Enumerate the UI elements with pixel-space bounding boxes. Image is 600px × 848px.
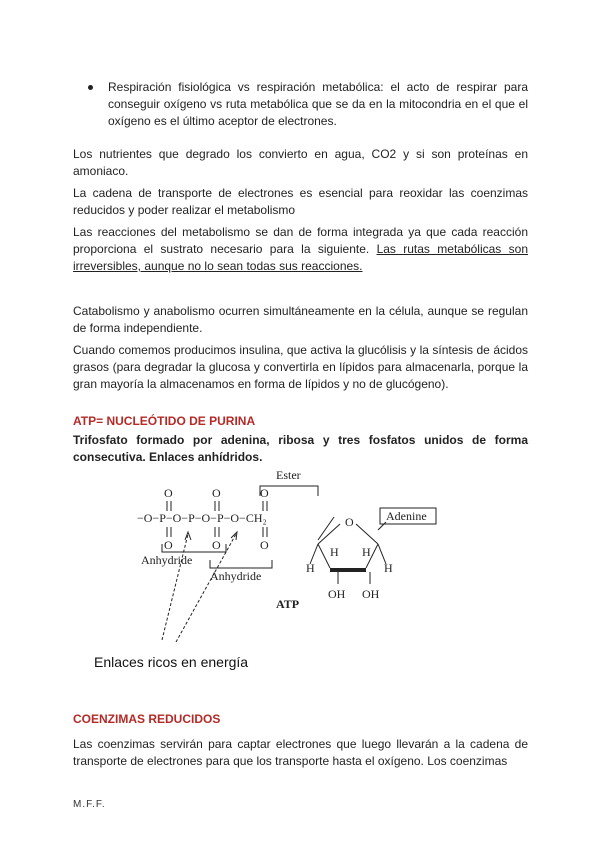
paragraph-insulina: Cuando comemos producimos insulina, que activa la glucólisis y la síntesis de ácidos grasos (para degradar la glucosa y convertirla en lípidos para almacenarla, porque la gran mayoría la almacenamos en forma de lípidos y no de glucógeno).	[73, 343, 528, 391]
atom-h-4: H	[384, 561, 393, 575]
footer-initials: M.F.F.	[73, 799, 106, 810]
atom-h-2: H	[362, 545, 371, 559]
paragraph-reacciones-plain: Las reacciones del metabolismo se dan de forma integrada ya que cada reacción proporciona el sustrato necesario para la siguiente.	[73, 225, 528, 256]
atom-h-1: H	[330, 545, 339, 559]
atp-structure-diagram	[0, 460, 600, 655]
coenzimas-heading: COENZIMAS REDUCIDOS	[73, 712, 221, 726]
paragraph-reacciones-underlined: Las rutas metabólicas son irreversibles, aunque no lo sean todas sus reacciones.	[73, 242, 528, 273]
atom-oh-2: OH	[362, 587, 380, 601]
bullet-dot-icon	[88, 85, 93, 90]
paragraph-reacciones	[73, 224, 528, 275]
coenzimas-text: Las coenzimas servirán para captar electrones que luego llevarán a la cadena de transporte de electrones para que los transporte hasta el oxígeno. Los coenzimas	[73, 737, 528, 768]
atom-o-bottom-3: O	[260, 538, 269, 552]
atp-heading: ATP= NUCLEÓTIDO DE PURINA	[73, 414, 256, 428]
atp-description: Trifosfato formado por adenina, ribosa y tres fosfatos unidos de forma consecutiva. Enlaces anhídridos.	[73, 433, 528, 464]
anhydride-label-right: Anhydride	[210, 569, 262, 583]
anhydride-label-left: Anhydride	[141, 553, 193, 567]
ester-label: Ester	[276, 468, 301, 482]
adenine-label: Adenine	[386, 509, 427, 523]
atom-o-top-2: O	[212, 486, 221, 500]
paragraph-nutrientes: Los nutrientes que degrado los convierto en agua, CO2 y si son proteínas en amoniaco.	[73, 147, 528, 178]
atom-o-bottom-2: O	[212, 538, 221, 552]
ring-oxygen: O	[345, 515, 354, 529]
atom-h-3: H	[306, 561, 315, 575]
atom-oh-1: OH	[328, 587, 346, 601]
bullet-text: Respiración fisiológica vs respiración metabólica: el acto de respirar para conseguir oxígeno vs ruta metabólica que se da en la mitocondria en el que el oxígeno es el último aceptor de electrones.	[108, 80, 528, 128]
paragraph-cadena: La cadena de transporte de electrones es esencial para reoxidar las coenzimas reducidos y poder realizar el metabolismo	[73, 186, 528, 217]
atom-o-bottom-1: O	[164, 538, 173, 552]
paragraph-catabolismo: Catabolismo y anabolismo ocurren simultáneamente en la célula, aunque se regulan de forma independiente.	[73, 304, 528, 335]
anhydride-bracket-right	[210, 560, 272, 568]
ester-bracket	[260, 486, 318, 496]
atom-o-top-1: O	[164, 486, 173, 500]
arrow-energy-2	[176, 534, 236, 642]
atp-label: ATP	[276, 597, 300, 611]
atom-o-top-3: O	[260, 486, 269, 500]
phosphate-chain: −O−P−O−P−O−P−O−CH₂	[137, 511, 267, 525]
energy-caption: Enlaces ricos en energía	[94, 654, 249, 670]
